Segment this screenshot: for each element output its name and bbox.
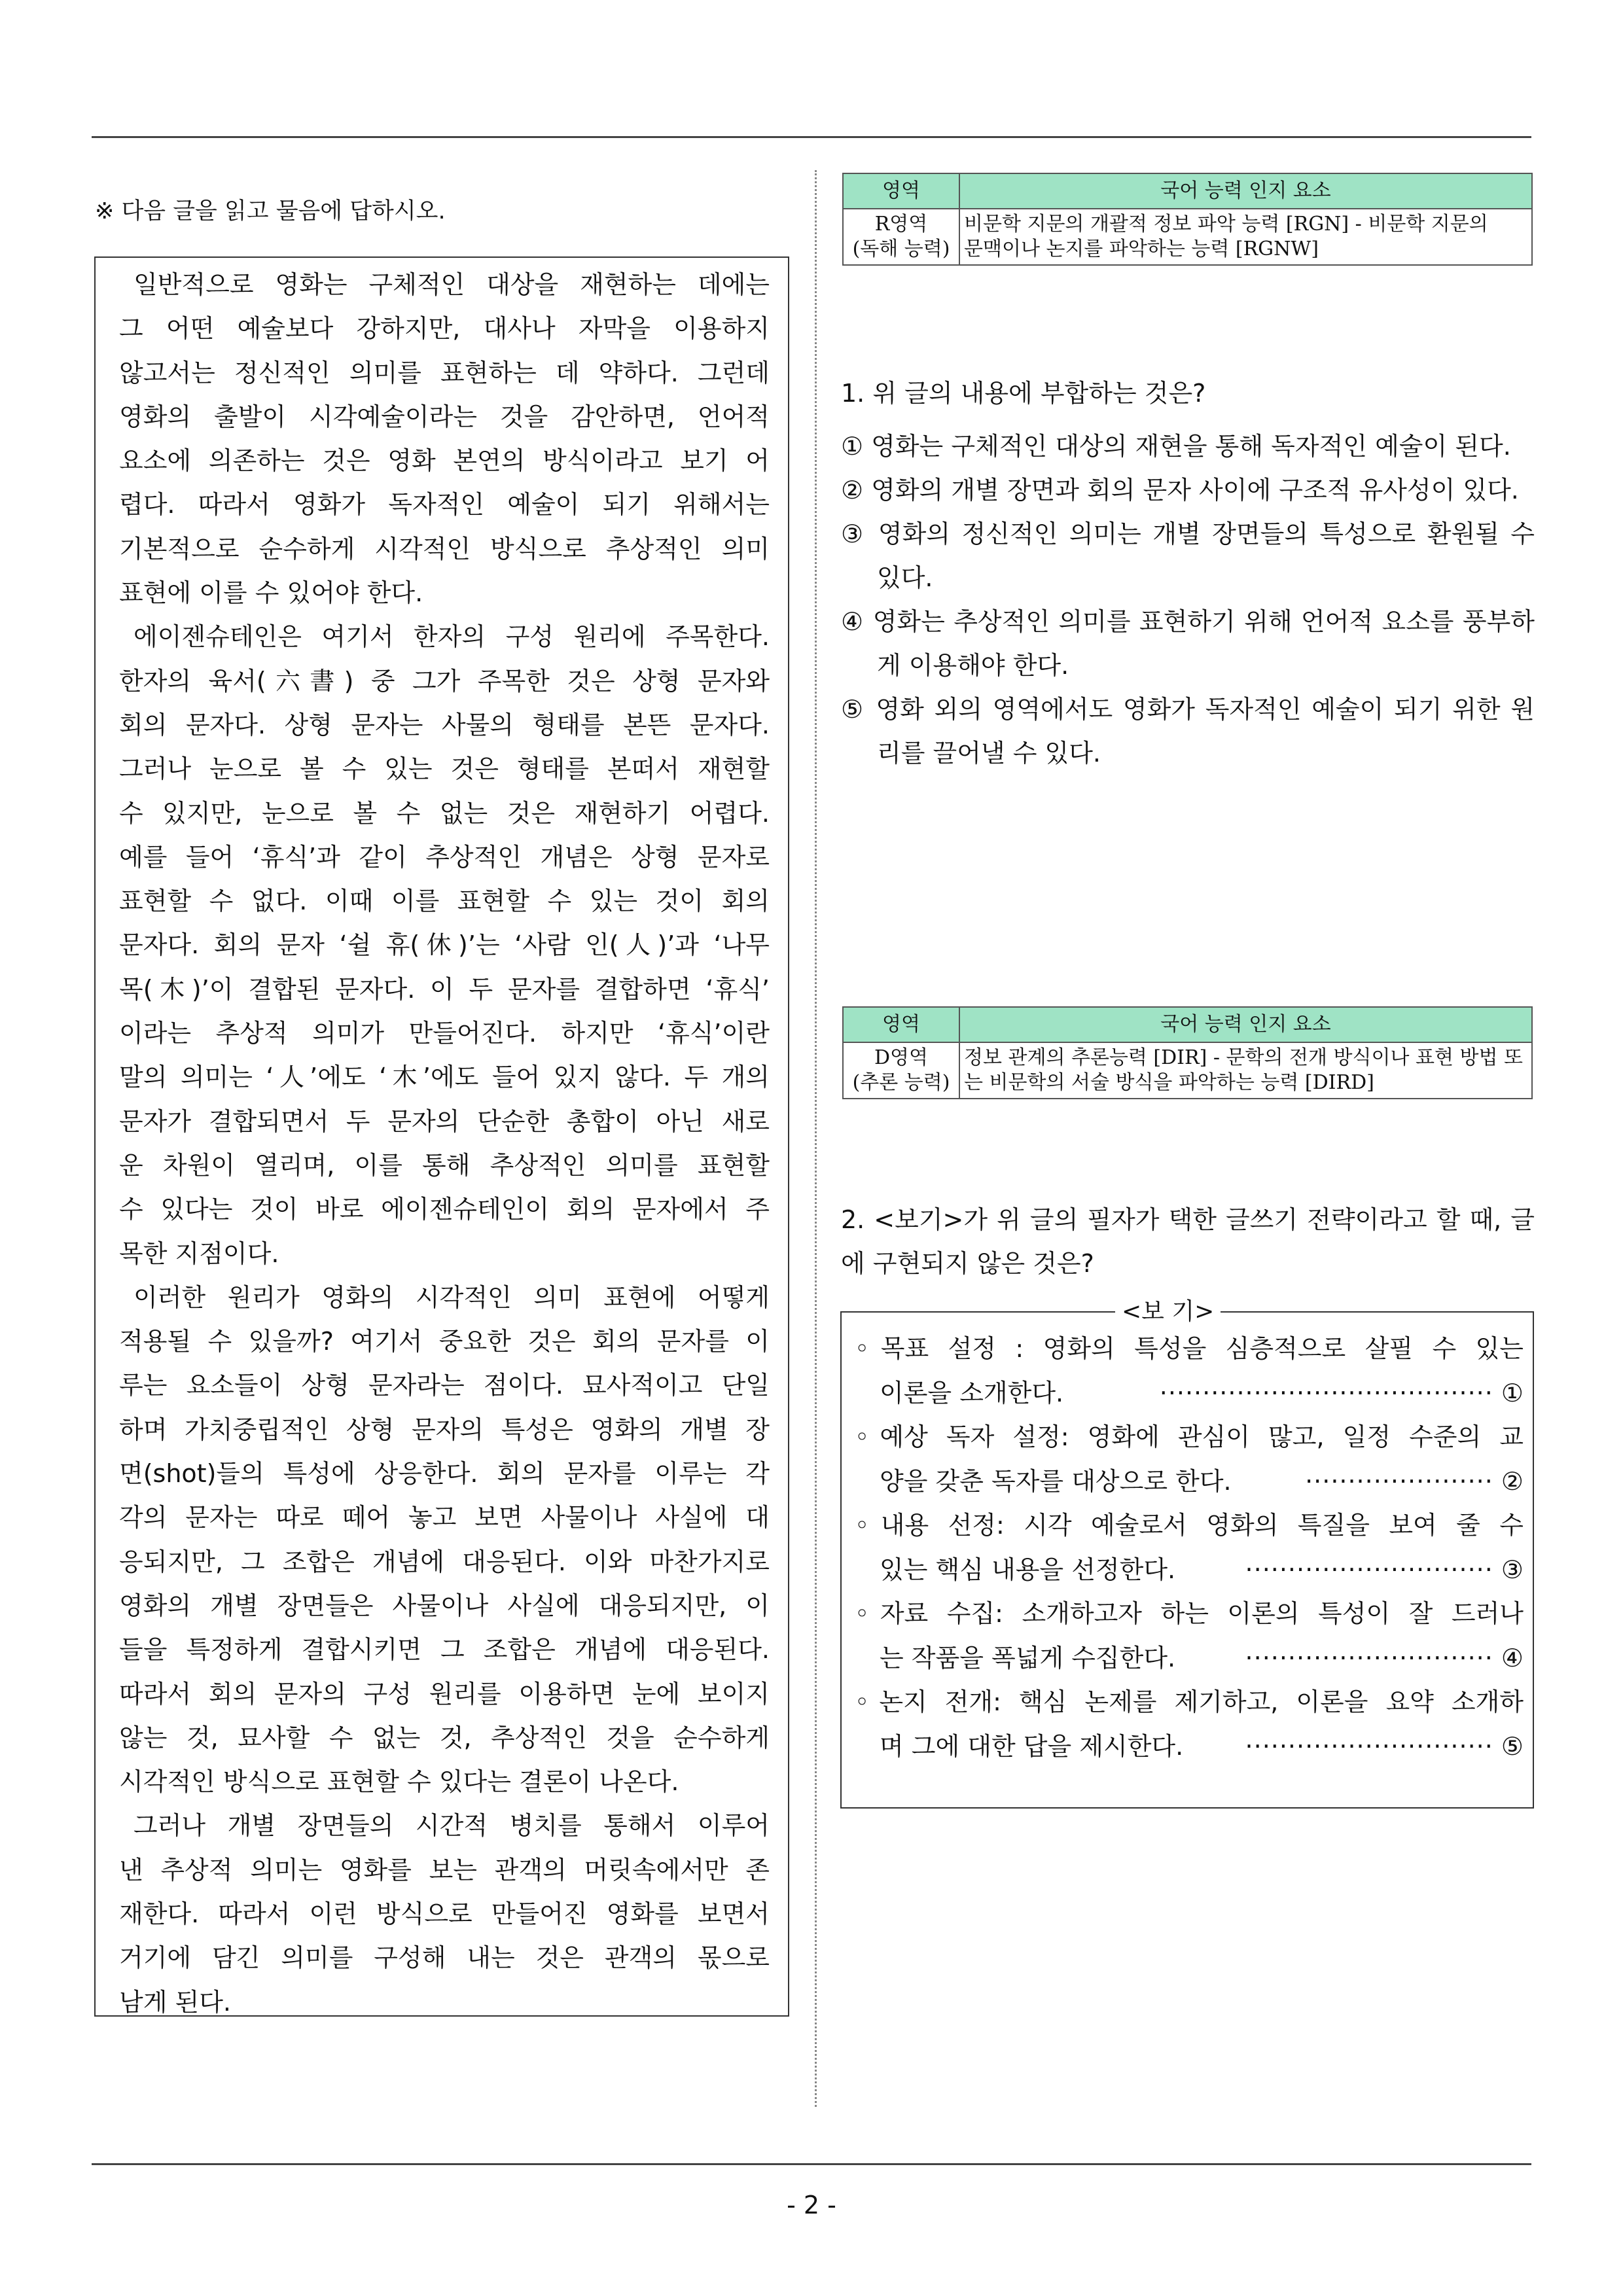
- skill-line-2: 문맥이나 논지를 파악하는 능력 [RGNW]: [964, 238, 1319, 260]
- passage-line: 말의 의미는 ‘人’에도 ‘木’에도 들어 있지 않다. 두 개의: [119, 1063, 770, 1092]
- passage-line: 재한다. 따라서 이런 방식으로 만들어진 영화를 보면서: [119, 1899, 770, 1928]
- passage-line: 이라는 추상적 의미가 만들어진다. 하지만 ‘휴식’이란: [119, 1019, 770, 1048]
- passage-line: 들을 특정하게 결합시키면 그 조합은 개념에 대응된다.: [119, 1635, 770, 1665]
- passage-line: 시각적인 방식으로 표현할 수 있다는 결론이 나온다.: [119, 1767, 679, 1797]
- passage-line: 루는 요소들이 상형 문자라는 점이다. 묘사적이고 단일: [119, 1371, 770, 1400]
- passage-line: 한자의 육서(六書) 중 그가 주목한 것은 상형 문자와: [119, 666, 770, 696]
- table-cell-skill: [959, 1042, 1532, 1099]
- item-number: ④: [1501, 1643, 1524, 1672]
- bogi-item-5: [855, 1680, 1524, 1769]
- cognitive-element-table-2: [842, 1006, 1533, 1099]
- leader-dots: ·····························: [1245, 1555, 1493, 1584]
- top-rule: [92, 136, 1531, 138]
- passage-line: 표현에 이를 수 있어야 한다.: [119, 578, 423, 608]
- answer-option-1[interactable]: ① 영화는 구체적인 대상의 재현을 통해 독자적인 예술이 된다.: [841, 432, 1511, 461]
- passage-line: 요소에 의존하는 것은 영화 본연의 방식이라고 보기 어: [119, 446, 770, 476]
- table-header-skill: 국어 능력 인지 요소: [959, 1007, 1532, 1042]
- skill-line-1: 정보 관계의 추론능력 [DIR] - 문학의 전개 방식이나 표현 방법 또: [964, 1046, 1523, 1069]
- column-divider: [815, 170, 817, 2107]
- item-number: ⑤: [1501, 1731, 1524, 1761]
- passage-line: 목(木)’이 결합된 문자다. 이 두 문자를 결합하면 ‘휴식’: [119, 974, 770, 1004]
- bogi-item-line: [880, 1725, 1524, 1769]
- passage-line: 문자가 결합되면서 두 문자의 단순한 총합이 아닌 새로: [119, 1106, 770, 1136]
- passage-line: 따라서 회의 문자의 구성 원리를 이용하면 눈에 보이지: [119, 1679, 770, 1708]
- answer-option-4[interactable]: ④ 영화는 추상적인 의미를 표현하기 위해 언어적 요소를 풍부하게 이용해야 한다.: [841, 607, 1535, 680]
- bogi-title: <보 기>: [1115, 1293, 1221, 1331]
- passage-line: 거기에 담긴 의미를 구성해 내는 것은 관객의 몫으로: [119, 1943, 770, 1973]
- cognitive-element-table-1: [842, 173, 1533, 266]
- passage-line: 않고서는 정신적인 의미를 표현하는 데 약하다. 그런데: [119, 358, 770, 387]
- question-2: [841, 1198, 1535, 1286]
- passage-line: 기본적으로 순수하게 시각적인 방식으로 추상적인 의미: [119, 534, 770, 563]
- question-1-stem: 1. 위 글의 내용에 부합하는 것은?: [841, 379, 1206, 408]
- passage-line: 영화의 출발이 시각예술이라는 것을 감안하면, 언어적: [119, 402, 770, 431]
- bogi-item-3: [855, 1504, 1524, 1592]
- passage-line: 응되지만, 그 조합은 개념에 대응된다. 이와 마찬가지로: [119, 1547, 770, 1576]
- passage-line: 않는 것, 묘사할 수 없는 것, 추상적인 것을 순수하게: [119, 1723, 770, 1752]
- table-header-area: 영역: [843, 1007, 959, 1042]
- leader-dots: ·····························: [1245, 1731, 1493, 1761]
- bogi-item-2: [855, 1415, 1524, 1504]
- page-number: - 2 -: [787, 2191, 836, 2219]
- bogi-item-line: ◦내용 선정: 시각 예술로서 영화의 특질을 보여 줄 수: [855, 1511, 1524, 1540]
- leader-dots: ·····························: [1245, 1643, 1493, 1672]
- table-cell-skill: [959, 209, 1532, 265]
- item-number: ①: [1501, 1378, 1524, 1407]
- bogi-item-line: [880, 1636, 1524, 1681]
- skill-line-2: 는 비문학의 서술 방식을 파악하는 능력 [DIRD]: [964, 1071, 1374, 1094]
- bogi-item-4: [855, 1592, 1524, 1680]
- passage-line: 하며 가치중립적인 상형 문자의 특성은 영화의 개별 장: [119, 1415, 770, 1444]
- reading-passage: [94, 256, 789, 2017]
- passage-line: 그 어떤 예술보다 강하지만, 대사나 자막을 이용하지: [119, 314, 770, 344]
- bogi-item-marker: [1245, 1725, 1524, 1769]
- bogi-item-text: 며 그에 대한 답을 제시한다.: [880, 1731, 1184, 1761]
- passage-paragraph-3: [119, 1276, 770, 1805]
- passage-line: 수 있지만, 눈으로 볼 수 없는 것은 재현하기 어렵다.: [119, 798, 770, 828]
- passage-line: 면(shot)들의 특성에 상응한다. 회의 문자를 이루는 각: [119, 1459, 770, 1489]
- item-number: ③: [1501, 1555, 1524, 1584]
- bogi-section: [840, 1293, 1534, 1809]
- passage-line: 영화의 개별 장면들은 사물이나 사실에 대응되지만, 이: [119, 1591, 770, 1620]
- table-cell-area: [843, 209, 959, 265]
- bogi-item-line: [880, 1371, 1524, 1416]
- bogi-item-marker: [1160, 1371, 1524, 1416]
- passage-line: 렵다. 따라서 영화가 독자적인 예술이 되기 위해서는: [119, 490, 770, 520]
- bogi-item-marker: [1305, 1460, 1524, 1504]
- passage-line: 그러나 개별 장면들의 시간적 병치를 통해서 이루어: [134, 1811, 770, 1841]
- bogi-item-1: [855, 1327, 1524, 1415]
- passage-line: 그러나 눈으로 볼 수 있는 것은 형태를 본떠서 재현할: [119, 754, 770, 784]
- passage-line: 목한 지점이다.: [119, 1239, 279, 1268]
- answer-option-2[interactable]: ② 영화의 개별 장면과 회의 문자 사이에 구조적 유사성이 있다.: [841, 476, 1519, 504]
- passage-line: 낸 추상적 의미는 영화를 보는 관객의 머릿속에서만 존: [119, 1855, 770, 1884]
- bogi-item-line: ◦예상 독자 설정: 영화에 관심이 많고, 일정 수준의 교: [855, 1422, 1524, 1451]
- bogi-item-line: ◦목표 설정 : 영화의 특성을 심층적으로 살필 수 있는: [855, 1334, 1524, 1363]
- area-name: D영역: [874, 1046, 928, 1069]
- skill-line-1: 비문학 지문의 개괄적 정보 파악 능력 [RGN] - 비문학 지문의: [964, 213, 1488, 236]
- passage-line: 표현할 수 없다. 이때 이를 표현할 수 있는 것이 회의: [119, 887, 770, 916]
- area-desc: (추론 능력): [852, 1071, 950, 1094]
- passage-paragraph-4: [119, 1804, 770, 2024]
- table-header-skill: 국어 능력 인지 요소: [959, 173, 1532, 209]
- passage-line: 수 있다는 것이 바로 에이젠슈테인이 회의 문자에서 주: [119, 1195, 770, 1224]
- bogi-box: [840, 1311, 1534, 1809]
- passage-line: 회의 문자다. 상형 문자는 사물의 형태를 본뜬 문자다.: [119, 710, 770, 739]
- bogi-item-text: 있는 핵심 내용을 선정한다.: [880, 1555, 1176, 1584]
- passage-line: 적용될 수 있을까? 여기서 중요한 것은 회의 문자를 이: [119, 1327, 770, 1356]
- leader-dots: ·······································: [1159, 1378, 1493, 1407]
- bogi-item-text: 이론을 소개한다.: [880, 1378, 1064, 1407]
- bogi-item-text: 는 작품을 폭넓게 수집한다.: [880, 1643, 1176, 1672]
- passage-paragraph-2: [119, 615, 770, 1275]
- passage-line: 문자다. 회의 문자 ‘쉴 휴(休)’는 ‘사람 인(人)’과 ‘나무: [119, 930, 770, 960]
- table-header-area: 영역: [843, 173, 959, 209]
- bogi-item-line: ◦논지 전개: 핵심 논제를 제기하고, 이론을 요약 소개하: [855, 1687, 1524, 1716]
- bogi-item-marker: [1245, 1548, 1524, 1593]
- question-2-stem: 2. <보기>가 위 글의 필자가 택한 글쓰기 전략이라고 할 때, 글에 구현되지 않은 것은?: [841, 1205, 1535, 1278]
- bogi-item-line: ◦자료 수집: 소개하고자 하는 이론의 특성이 잘 드러나: [855, 1599, 1524, 1628]
- area-desc: (독해 능력): [852, 238, 950, 260]
- passage-line: 이러한 원리가 영화의 시각적인 의미 표현에 어떻게: [134, 1282, 770, 1312]
- passage-line: 각의 문자는 따로 떼어 놓고 보면 사물이나 사실에 대: [119, 1503, 770, 1532]
- passage-line: 운 차원이 열리며, 이를 통해 추상적인 의미를 표현할: [119, 1150, 770, 1180]
- table-cell-area: [843, 1042, 959, 1099]
- item-number: ②: [1501, 1466, 1524, 1496]
- passage-line: 일반적으로 영화는 구체적인 대상을 재현하는 데에는: [134, 270, 770, 299]
- area-name: R영역: [874, 213, 928, 236]
- question-1: [841, 372, 1535, 775]
- bottom-rule: [92, 2163, 1531, 2165]
- bogi-item-line: [880, 1548, 1524, 1593]
- passage-line: 남게 된다.: [119, 1987, 231, 2017]
- bogi-item-marker: [1245, 1636, 1524, 1681]
- bogi-item-line: [880, 1460, 1524, 1504]
- answer-option-3[interactable]: ③ 영화의 정신적인 의미는 개별 장면들의 특성으로 환원될 수 있다.: [841, 520, 1535, 592]
- passage-line: 예를 들어 ‘휴식’과 같이 추상적인 개념은 상형 문자로: [119, 842, 770, 872]
- passage-line: 에이젠슈테인은 여기서 한자의 구성 원리에 주목한다.: [134, 622, 770, 652]
- instruction-text: ※ 다음 글을 읽고 물음에 답하시오.: [95, 198, 446, 224]
- bogi-item-text: 양을 갖춘 독자를 대상으로 한다.: [880, 1466, 1232, 1496]
- passage-paragraph-1: [119, 263, 770, 615]
- leader-dots: ······················: [1305, 1466, 1493, 1496]
- answer-option-5[interactable]: ⑤ 영화 외의 영역에서도 영화가 독자적인 예술이 되기 위한 원리를 끌어낼 수 있다.: [841, 695, 1535, 768]
